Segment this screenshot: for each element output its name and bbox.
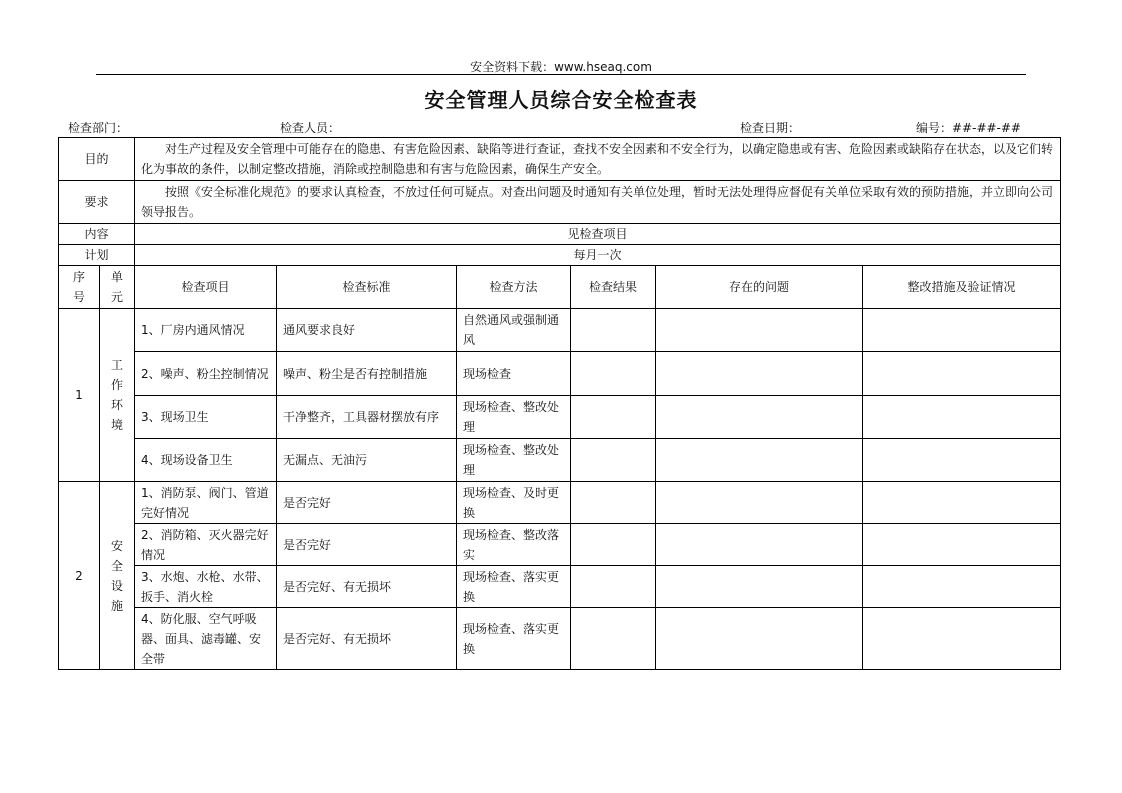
issues-cell[interactable]: [656, 566, 863, 608]
plan-value: 每月一次: [135, 245, 1061, 266]
check-standard: 无漏点、无油污: [277, 439, 457, 482]
rectify-cell[interactable]: [863, 482, 1061, 524]
rectify-cell[interactable]: [863, 352, 1061, 396]
check-result-cell[interactable]: [571, 396, 656, 439]
check-method: 现场检查: [457, 352, 571, 396]
check-method: 现场检查、整改处理: [457, 396, 571, 439]
check-item: 4、现场设备卫生: [135, 439, 277, 482]
check-standard: 噪声、粉尘是否有控制措施: [277, 352, 457, 396]
column-header-unit: 单 元: [100, 266, 135, 309]
table-row: [59, 482, 1061, 524]
table-row: [59, 309, 1061, 352]
check-method: 现场检查、落实更换: [457, 566, 571, 608]
issues-cell[interactable]: [656, 608, 863, 670]
column-header-method: 检查方法: [457, 266, 571, 309]
column-header-row: [59, 266, 1061, 309]
check-method: 自然通风或强制通风: [457, 309, 571, 352]
table-row: [59, 439, 1061, 482]
require-row: [59, 181, 1061, 224]
check-standard: 是否完好、有无损坏: [277, 608, 457, 670]
check-item: 4、防化服、空气呼吸器、面具、滤毒罐、安全带: [135, 608, 277, 670]
plan-label: 计划: [59, 245, 135, 266]
check-result-cell[interactable]: [571, 309, 656, 352]
content-value: 见检查项目: [135, 224, 1061, 245]
inspection-table: [58, 137, 1061, 670]
purpose-text: 对生产过程及安全管理中可能存在的隐患、有害危险因素、缺陷等进行查证，查找不安全因素和不安全行为，以确定隐患或有害、危险因素或缺陷存在状态，以及它们转化为事故的条件，以制定整改措施，消除或控制隐患和有害与危险因素，确保生产安全。: [135, 138, 1061, 181]
number-label: 编号：##-##-##: [916, 121, 1021, 135]
check-method: 现场检查、整改落实: [457, 524, 571, 566]
content-row: [59, 224, 1061, 245]
check-standard: 是否完好: [277, 524, 457, 566]
inspector-label: 检查人员：: [280, 121, 341, 135]
rectify-cell[interactable]: [863, 396, 1061, 439]
check-result-cell[interactable]: [571, 608, 656, 670]
check-result-cell[interactable]: [571, 352, 656, 396]
check-standard: 干净整齐，工具器材摆放有序: [277, 396, 457, 439]
rectify-cell[interactable]: [863, 608, 1061, 670]
check-result-cell[interactable]: [571, 524, 656, 566]
content-label: 内容: [59, 224, 135, 245]
group-seq: 2: [59, 482, 100, 670]
issues-cell[interactable]: [656, 482, 863, 524]
plan-row: [59, 245, 1061, 266]
date-label: 检查日期：: [740, 121, 801, 135]
check-method: 现场检查、落实更换: [457, 608, 571, 670]
group-seq: 1: [59, 309, 100, 482]
require-label: 要求: [59, 181, 135, 224]
issues-cell[interactable]: [656, 309, 863, 352]
check-item: 3、现场卫生: [135, 396, 277, 439]
rectify-cell[interactable]: [863, 524, 1061, 566]
rectify-cell[interactable]: [863, 566, 1061, 608]
column-header-result: 检查结果: [571, 266, 656, 309]
check-item: 2、噪声、粉尘控制情况: [135, 352, 277, 396]
check-method: 现场检查、整改处理: [457, 439, 571, 482]
purpose-label: 目的: [59, 138, 135, 181]
check-item: 2、消防箱、灭火器完好情况: [135, 524, 277, 566]
check-result-cell[interactable]: [571, 482, 656, 524]
column-header-rectify: 整改措施及验证情况: [863, 266, 1061, 309]
table-row: [59, 352, 1061, 396]
table-row: [59, 396, 1061, 439]
issues-cell[interactable]: [656, 439, 863, 482]
require-text: 按照《安全标准化规范》的要求认真检查，不放过任何可疑点。对查出问题及时通知有关单位处理，暂时无法处理得应督促有关单位采取有效的预防措施，并立即向公司领导报告。: [135, 181, 1061, 224]
issues-cell[interactable]: [656, 396, 863, 439]
header-divider: [96, 74, 1026, 75]
group-unit: 安 全 设 施: [100, 482, 135, 670]
column-header-standard: 检查标准: [277, 266, 457, 309]
rectify-cell[interactable]: [863, 309, 1061, 352]
dept-label: 检查部门：: [68, 121, 129, 135]
issues-cell[interactable]: [656, 524, 863, 566]
check-standard: 是否完好: [277, 482, 457, 524]
header-site-link: 安全资料下载：www.hseaq.com: [470, 60, 652, 74]
check-standard: 是否完好、有无损坏: [277, 566, 457, 608]
rectify-cell[interactable]: [863, 439, 1061, 482]
purpose-row: [59, 138, 1061, 181]
check-result-cell[interactable]: [571, 566, 656, 608]
check-result-cell[interactable]: [571, 439, 656, 482]
check-item: 1、厂房内通风情况: [135, 309, 277, 352]
check-method: 现场检查、及时更换: [457, 482, 571, 524]
table-row: [59, 566, 1061, 608]
document-title: 安全管理人员综合安全检查表: [424, 88, 698, 112]
group-unit: 工 作 环 境: [100, 309, 135, 482]
check-item: 1、消防泵、阀门、管道完好情况: [135, 482, 277, 524]
table-row: [59, 524, 1061, 566]
column-header-issues: 存在的问题: [656, 266, 863, 309]
column-header-item: 检查项目: [135, 266, 277, 309]
check-item: 3、水炮、水枪、水带、扳手、消火栓: [135, 566, 277, 608]
column-header-seq: 序 号: [59, 266, 100, 309]
table-row: [59, 608, 1061, 670]
issues-cell[interactable]: [656, 352, 863, 396]
check-standard: 通风要求良好: [277, 309, 457, 352]
